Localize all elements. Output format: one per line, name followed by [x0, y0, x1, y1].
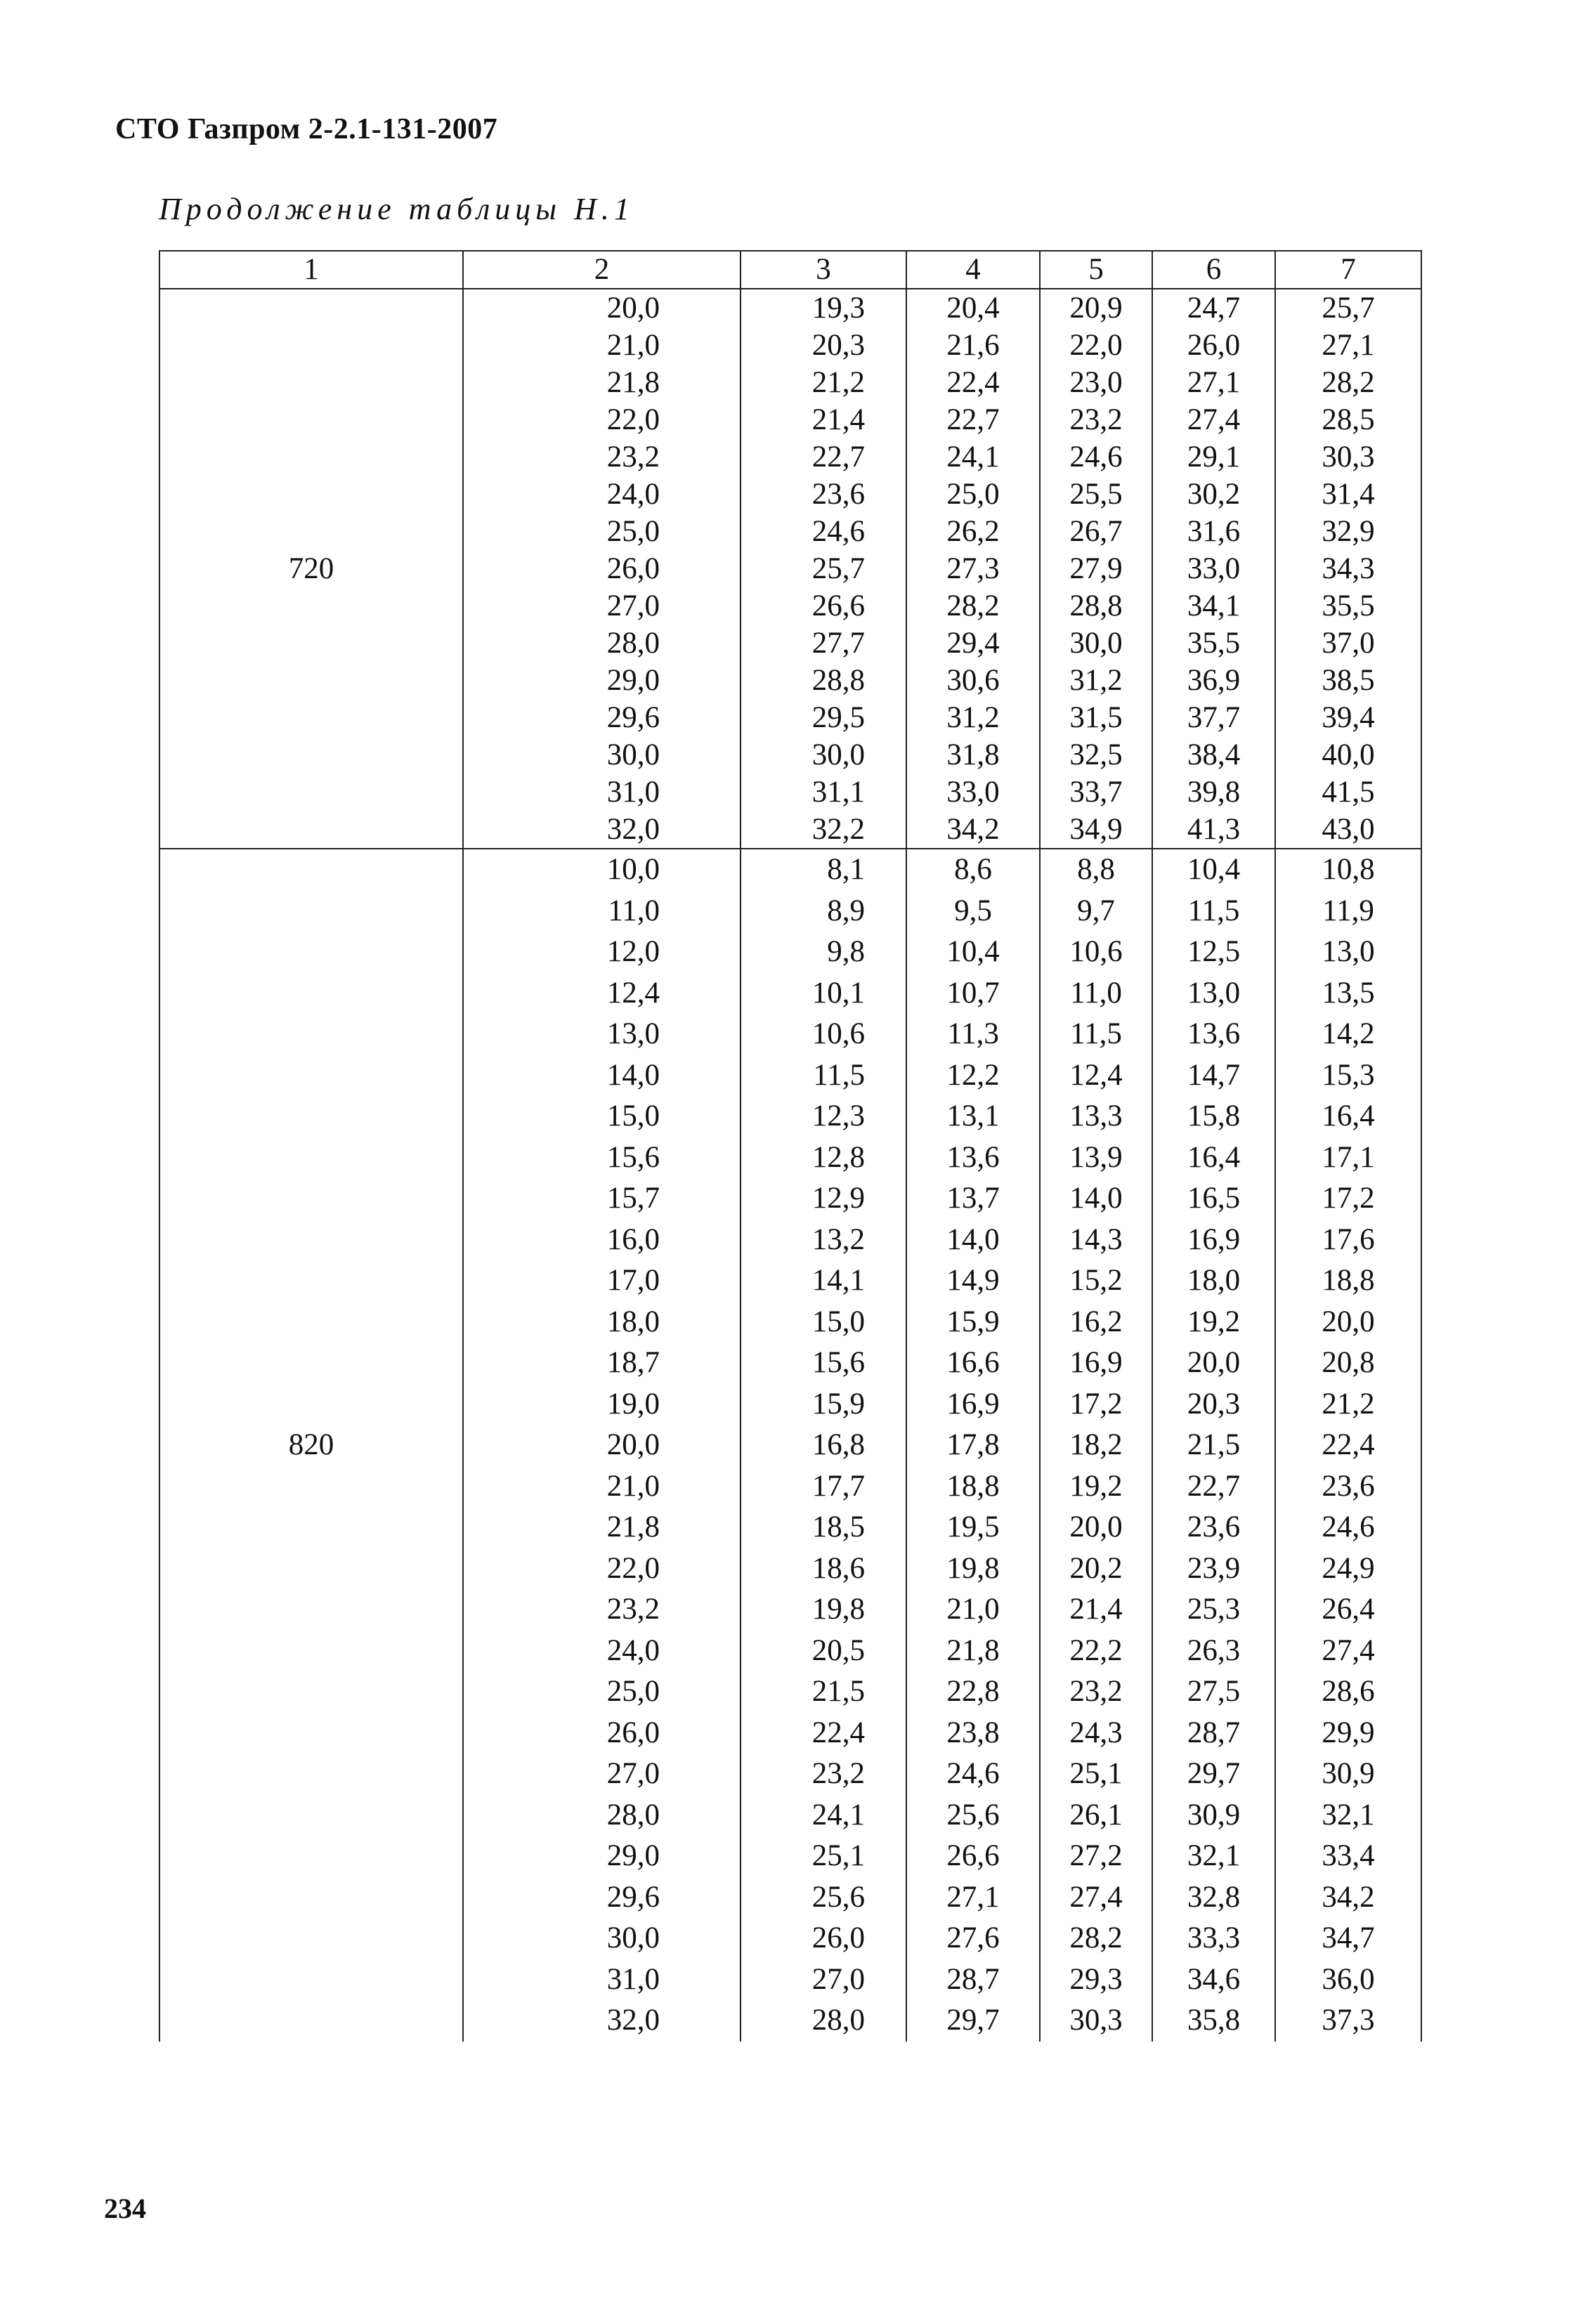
table-cell: 27,1	[1275, 327, 1421, 364]
table-cell: 20,3	[741, 327, 906, 364]
table-cell: 20,0	[1152, 1343, 1275, 1384]
table-cell: 26,2	[906, 513, 1040, 550]
table-cell: 13,2	[741, 1220, 906, 1261]
table-cell: 31,0	[463, 1959, 741, 2001]
table-cell: 10,6	[741, 1014, 906, 1055]
table-cell: 37,7	[1152, 699, 1275, 736]
table-cell: 29,0	[463, 662, 741, 699]
table-cell: 12,2	[906, 1055, 1040, 1097]
table-cell: 16,4	[1275, 1096, 1421, 1137]
table-cell: 21,5	[741, 1671, 906, 1713]
table-cell: 27,0	[463, 1754, 741, 1795]
table-cell: 26,0	[1152, 327, 1275, 364]
table-cell: 27,2	[1040, 1836, 1152, 1877]
table-cell: 33,3	[1152, 1918, 1275, 1959]
table-cell: 30,0	[463, 736, 741, 773]
table-cell: 23,6	[1152, 1507, 1275, 1548]
table-cell: 30,3	[1275, 438, 1421, 476]
table-cell: 21,8	[463, 1507, 741, 1548]
table-cell: 28,0	[463, 1795, 741, 1836]
table-cell: 22,0	[463, 1548, 741, 1590]
table-cell: 33,7	[1040, 773, 1152, 811]
table-cell: 22,7	[741, 438, 906, 476]
table-cell: 15,8	[1152, 1096, 1275, 1137]
diameter-group-cell: 820	[159, 849, 463, 2042]
table-cell: 22,4	[1275, 1425, 1421, 1466]
table-cell: 26,0	[463, 1713, 741, 1754]
table-cell: 27,6	[906, 1918, 1040, 1959]
table-cell: 35,5	[1275, 587, 1421, 625]
table-cell: 22,8	[906, 1671, 1040, 1713]
table-cell: 29,5	[741, 699, 906, 736]
table-cell: 26,3	[1152, 1631, 1275, 1672]
table-cell: 24,6	[741, 513, 906, 550]
table-cell: 27,3	[906, 550, 1040, 587]
diameter-group-cell: 720	[159, 289, 463, 849]
table-cell: 30,2	[1152, 476, 1275, 513]
table-cell: 18,5	[741, 1507, 906, 1548]
table-cell: 28,2	[906, 587, 1040, 625]
table-cell: 41,5	[1275, 773, 1421, 811]
table-cell: 25,0	[463, 513, 741, 550]
table-cell: 28,8	[1040, 587, 1152, 625]
table-cell: 26,1	[1040, 1795, 1152, 1836]
table-cell: 26,7	[1040, 513, 1152, 550]
table-cell: 15,2	[1040, 1260, 1152, 1302]
table-cell: 20,5	[741, 1631, 906, 1672]
table-cell: 13,7	[906, 1178, 1040, 1220]
table-cell: 19,8	[741, 1589, 906, 1631]
table-cell: 34,3	[1275, 550, 1421, 587]
table-cell: 35,8	[1152, 2000, 1275, 2042]
table-cell: 29,1	[1152, 438, 1275, 476]
table-cell: 31,5	[1040, 699, 1152, 736]
table-cell: 43,0	[1275, 811, 1421, 849]
table-cell: 8,6	[906, 849, 1040, 891]
table-cell: 26,6	[906, 1836, 1040, 1877]
table-cell: 17,6	[1275, 1220, 1421, 1261]
table-cell: 32,9	[1275, 513, 1421, 550]
table-cell: 17,0	[463, 1260, 741, 1302]
table-cell: 15,9	[906, 1302, 1040, 1343]
table-cell: 33,4	[1275, 1836, 1421, 1877]
table-cell: 22,0	[1040, 327, 1152, 364]
table-cell: 16,9	[906, 1384, 1040, 1425]
table-cell: 16,5	[1152, 1178, 1275, 1220]
table-cell: 18,8	[1275, 1260, 1421, 1302]
table-cell: 14,0	[906, 1220, 1040, 1261]
table-cell: 17,2	[1040, 1384, 1152, 1425]
table-cell: 21,4	[741, 401, 906, 438]
table-cell: 39,4	[1275, 699, 1421, 736]
table-cell: 15,6	[463, 1137, 741, 1179]
table-cell: 31,1	[741, 773, 906, 811]
table-cell: 14,7	[1152, 1055, 1275, 1097]
table-cell: 24,1	[906, 438, 1040, 476]
table-cell: 17,1	[1275, 1137, 1421, 1179]
column-header: 7	[1275, 251, 1421, 289]
table-cell: 24,6	[1040, 438, 1152, 476]
table-cell: 22,7	[906, 401, 1040, 438]
table-cell: 32,5	[1040, 736, 1152, 773]
table-cell: 31,8	[906, 736, 1040, 773]
table-cell: 24,3	[1040, 1713, 1152, 1754]
table-cell: 12,3	[741, 1096, 906, 1137]
table-cell: 26,6	[741, 587, 906, 625]
table-cell: 22,0	[463, 401, 741, 438]
table-cell: 25,0	[906, 476, 1040, 513]
table-cell: 23,2	[463, 438, 741, 476]
table-cell: 20,9	[1040, 289, 1152, 327]
table-cell: 20,0	[463, 1425, 741, 1466]
table-cell: 36,9	[1152, 662, 1275, 699]
table-cell: 20,0	[1275, 1302, 1421, 1343]
table-cell: 34,2	[1275, 1877, 1421, 1919]
table-cell: 23,8	[906, 1713, 1040, 1754]
table-cell: 18,6	[741, 1548, 906, 1590]
table-cell: 11,5	[1040, 1014, 1152, 1055]
table-cell: 30,9	[1275, 1754, 1421, 1795]
table-cell: 11,9	[1275, 891, 1421, 932]
table-cell: 14,9	[906, 1260, 1040, 1302]
table-cell: 27,4	[1275, 1631, 1421, 1672]
table-cell: 17,7	[741, 1466, 906, 1508]
table-cell: 37,0	[1275, 625, 1421, 662]
table-cell: 20,0	[1040, 1507, 1152, 1548]
table-cell: 21,8	[463, 364, 741, 401]
table-cell: 22,4	[906, 364, 1040, 401]
table-cell: 30,0	[463, 1918, 741, 1959]
table-cell: 10,4	[906, 932, 1040, 973]
table-cell: 19,2	[1040, 1466, 1152, 1508]
table-cell: 13,6	[906, 1137, 1040, 1179]
document-header: СТО Газпром 2-2.1-131-2007	[115, 113, 498, 145]
table-cell: 27,5	[1152, 1671, 1275, 1713]
table-cell: 17,8	[906, 1425, 1040, 1466]
table-cell: 29,3	[1040, 1959, 1152, 2001]
table-cell: 26,0	[741, 1918, 906, 1959]
table-cell: 13,0	[463, 1014, 741, 1055]
table-cell: 16,8	[741, 1425, 906, 1466]
table-cell: 25,0	[463, 1671, 741, 1713]
table-cell: 19,8	[906, 1548, 1040, 1590]
table-cell: 26,4	[1275, 1589, 1421, 1631]
table-cell: 18,2	[1040, 1425, 1152, 1466]
table-cell: 12,0	[463, 932, 741, 973]
table-cell: 25,7	[1275, 289, 1421, 327]
table-cell: 20,0	[463, 289, 741, 327]
table-cell: 18,7	[463, 1343, 741, 1384]
table-cell: 29,4	[906, 625, 1040, 662]
table-cell: 16,2	[1040, 1302, 1152, 1343]
table-cell: 31,2	[906, 699, 1040, 736]
table-cell: 28,7	[906, 1959, 1040, 2001]
table-cell: 28,0	[463, 625, 741, 662]
table-cell: 27,7	[741, 625, 906, 662]
table-cell: 19,2	[1152, 1302, 1275, 1343]
table-cell: 25,1	[1040, 1754, 1152, 1795]
table-cell: 21,6	[906, 327, 1040, 364]
table-cell: 12,5	[1152, 932, 1275, 973]
table-cell: 23,9	[1152, 1548, 1275, 1590]
table-cell: 32,0	[463, 2000, 741, 2042]
table-cell: 10,7	[906, 973, 1040, 1014]
table-cell: 15,3	[1275, 1055, 1421, 1097]
table-cell: 16,6	[906, 1343, 1040, 1384]
table-cell: 15,9	[741, 1384, 906, 1425]
table-cell: 25,3	[1152, 1589, 1275, 1631]
table-cell: 11,5	[741, 1055, 906, 1097]
table-cell: 12,9	[741, 1178, 906, 1220]
table-cell: 12,8	[741, 1137, 906, 1179]
table-cell: 8,8	[1040, 849, 1152, 891]
table-cell: 25,6	[741, 1877, 906, 1919]
table-cell: 30,3	[1040, 2000, 1152, 2042]
table-cell: 18,0	[1152, 1260, 1275, 1302]
table-cell: 24,0	[463, 476, 741, 513]
table-cell: 20,2	[1040, 1548, 1152, 1590]
table-cell: 18,8	[906, 1466, 1040, 1508]
table-cell: 15,0	[463, 1096, 741, 1137]
table-cell: 20,3	[1152, 1384, 1275, 1425]
table-cell: 21,0	[463, 327, 741, 364]
data-table	[159, 250, 1422, 2042]
table-cell: 38,4	[1152, 736, 1275, 773]
table-cell: 28,5	[1275, 401, 1421, 438]
table-cell: 14,2	[1275, 1014, 1421, 1055]
table-cell: 29,7	[906, 2000, 1040, 2042]
table-cell: 25,6	[906, 1795, 1040, 1836]
table-cell: 19,0	[463, 1384, 741, 1425]
table-cell: 21,8	[906, 1631, 1040, 1672]
table-cell: 17,2	[1275, 1178, 1421, 1220]
table-cell: 30,0	[741, 736, 906, 773]
table-cell: 14,0	[463, 1055, 741, 1097]
table-cell: 11,5	[1152, 891, 1275, 932]
table-cell: 13,0	[1275, 932, 1421, 973]
column-header: 6	[1152, 251, 1275, 289]
table-cell: 24,1	[741, 1795, 906, 1836]
table-cell: 27,4	[1040, 1877, 1152, 1919]
table-cell: 18,0	[463, 1302, 741, 1343]
table-cell: 16,9	[1040, 1343, 1152, 1384]
table-cell: 29,6	[463, 1877, 741, 1919]
table-cell: 13,6	[1152, 1014, 1275, 1055]
table-cell: 41,3	[1152, 811, 1275, 849]
table-cell: 28,6	[1275, 1671, 1421, 1713]
table-cell: 29,9	[1275, 1713, 1421, 1754]
table-cell: 32,1	[1275, 1795, 1421, 1836]
table-cell: 15,7	[463, 1178, 741, 1220]
table-cell: 37,3	[1275, 2000, 1421, 2042]
table-cell: 27,4	[1152, 401, 1275, 438]
table-cell: 9,5	[906, 891, 1040, 932]
table-cell: 40,0	[1275, 736, 1421, 773]
table-cell: 10,1	[741, 973, 906, 1014]
table-cell: 20,8	[1275, 1343, 1421, 1384]
table-cell: 38,5	[1275, 662, 1421, 699]
table-cell: 13,3	[1040, 1096, 1152, 1137]
table-cell: 27,0	[463, 587, 741, 625]
table-cell: 29,6	[463, 699, 741, 736]
table-cell: 14,3	[1040, 1220, 1152, 1261]
table-cell: 23,2	[463, 1589, 741, 1631]
table-row	[159, 289, 1421, 327]
table-cell: 34,9	[1040, 811, 1152, 849]
table-cell: 32,0	[463, 811, 741, 849]
table-cell: 8,9	[741, 891, 906, 932]
table-cell: 34,2	[906, 811, 1040, 849]
table-cell: 21,0	[906, 1589, 1040, 1631]
table-cell: 16,4	[1152, 1137, 1275, 1179]
table-cell: 31,6	[1152, 513, 1275, 550]
table-cell: 25,5	[1040, 476, 1152, 513]
column-header: 2	[463, 251, 741, 289]
table-cell: 20,4	[906, 289, 1040, 327]
table-cell: 21,2	[1275, 1384, 1421, 1425]
table-cell: 23,2	[741, 1754, 906, 1795]
table-cell: 32,8	[1152, 1877, 1275, 1919]
table-cell: 12,4	[1040, 1055, 1152, 1097]
table-cell: 29,7	[1152, 1754, 1275, 1795]
table-cell: 27,0	[741, 1959, 906, 2001]
table-cell: 15,0	[741, 1302, 906, 1343]
table-cell: 14,1	[741, 1260, 906, 1302]
table-cell: 10,6	[1040, 932, 1152, 973]
table-cell: 30,6	[906, 662, 1040, 699]
table-cell: 22,4	[741, 1713, 906, 1754]
table-cell: 31,4	[1275, 476, 1421, 513]
table-cell: 25,7	[741, 550, 906, 587]
table-cell: 13,9	[1040, 1137, 1152, 1179]
table-cell: 34,7	[1275, 1918, 1421, 1959]
table-cell: 11,3	[906, 1014, 1040, 1055]
table-cell: 28,7	[1152, 1713, 1275, 1754]
table-cell: 33,0	[1152, 550, 1275, 587]
table-cell: 22,2	[1040, 1631, 1152, 1672]
table-cell: 28,0	[741, 2000, 906, 2042]
table-cell: 32,2	[741, 811, 906, 849]
column-header: 3	[741, 251, 906, 289]
table-cell: 23,6	[1275, 1466, 1421, 1508]
table-cell: 34,6	[1152, 1959, 1275, 2001]
column-header: 1	[159, 251, 463, 289]
table-cell: 25,1	[741, 1836, 906, 1877]
table-cell: 27,1	[1152, 364, 1275, 401]
table-cell: 23,2	[1040, 1671, 1152, 1713]
table-cell: 9,8	[741, 932, 906, 973]
table-cell: 34,1	[1152, 587, 1275, 625]
table-cell: 28,8	[741, 662, 906, 699]
table-cell: 8,1	[741, 849, 906, 891]
table-cell: 24,0	[463, 1631, 741, 1672]
table-cell: 24,6	[906, 1754, 1040, 1795]
table-cell: 24,9	[1275, 1548, 1421, 1590]
page-number: 234	[104, 2193, 146, 2224]
table-cell: 29,0	[463, 1836, 741, 1877]
table-cell: 27,9	[1040, 550, 1152, 587]
table-cell: 26,0	[463, 550, 741, 587]
table-cell: 27,1	[906, 1877, 1040, 1919]
table-cell: 10,0	[463, 849, 741, 891]
table-cell: 33,0	[906, 773, 1040, 811]
table-cell: 11,0	[1040, 973, 1152, 1014]
table-row	[159, 849, 1421, 891]
table-cell: 22,7	[1152, 1466, 1275, 1508]
table-cell: 21,0	[463, 1466, 741, 1508]
table-cell: 13,5	[1275, 973, 1421, 1014]
table-cell: 23,0	[1040, 364, 1152, 401]
table-cell: 31,2	[1040, 662, 1152, 699]
column-header: 4	[906, 251, 1040, 289]
table-cell: 16,9	[1152, 1220, 1275, 1261]
table-caption: Продолжение таблицы Н.1	[159, 192, 634, 226]
table-cell: 24,7	[1152, 289, 1275, 327]
table-cell: 10,4	[1152, 849, 1275, 891]
table-cell: 13,1	[906, 1096, 1040, 1137]
table-cell: 28,2	[1040, 1918, 1152, 1959]
table-cell: 36,0	[1275, 1959, 1421, 2001]
column-header: 5	[1040, 251, 1152, 289]
table-cell: 32,1	[1152, 1836, 1275, 1877]
table-cell: 39,8	[1152, 773, 1275, 811]
table-cell: 24,6	[1275, 1507, 1421, 1548]
table-cell: 9,7	[1040, 891, 1152, 932]
table-cell: 16,0	[463, 1220, 741, 1261]
table-cell: 30,9	[1152, 1795, 1275, 1836]
table-cell: 30,0	[1040, 625, 1152, 662]
table-cell: 12,4	[463, 973, 741, 1014]
table-cell: 21,4	[1040, 1589, 1152, 1631]
table-cell: 35,5	[1152, 625, 1275, 662]
table-cell: 28,2	[1275, 364, 1421, 401]
table-cell: 13,0	[1152, 973, 1275, 1014]
table-cell: 31,0	[463, 773, 741, 811]
table-cell: 14,0	[1040, 1178, 1152, 1220]
table-cell: 23,2	[1040, 401, 1152, 438]
table-cell: 10,8	[1275, 849, 1421, 891]
table-cell: 11,0	[463, 891, 741, 932]
table-cell: 23,6	[741, 476, 906, 513]
table-cell: 15,6	[741, 1343, 906, 1384]
table-cell: 21,5	[1152, 1425, 1275, 1466]
table-cell: 19,3	[741, 289, 906, 327]
table-cell: 19,5	[906, 1507, 1040, 1548]
table-cell: 21,2	[741, 364, 906, 401]
table-header-row	[159, 251, 1421, 289]
